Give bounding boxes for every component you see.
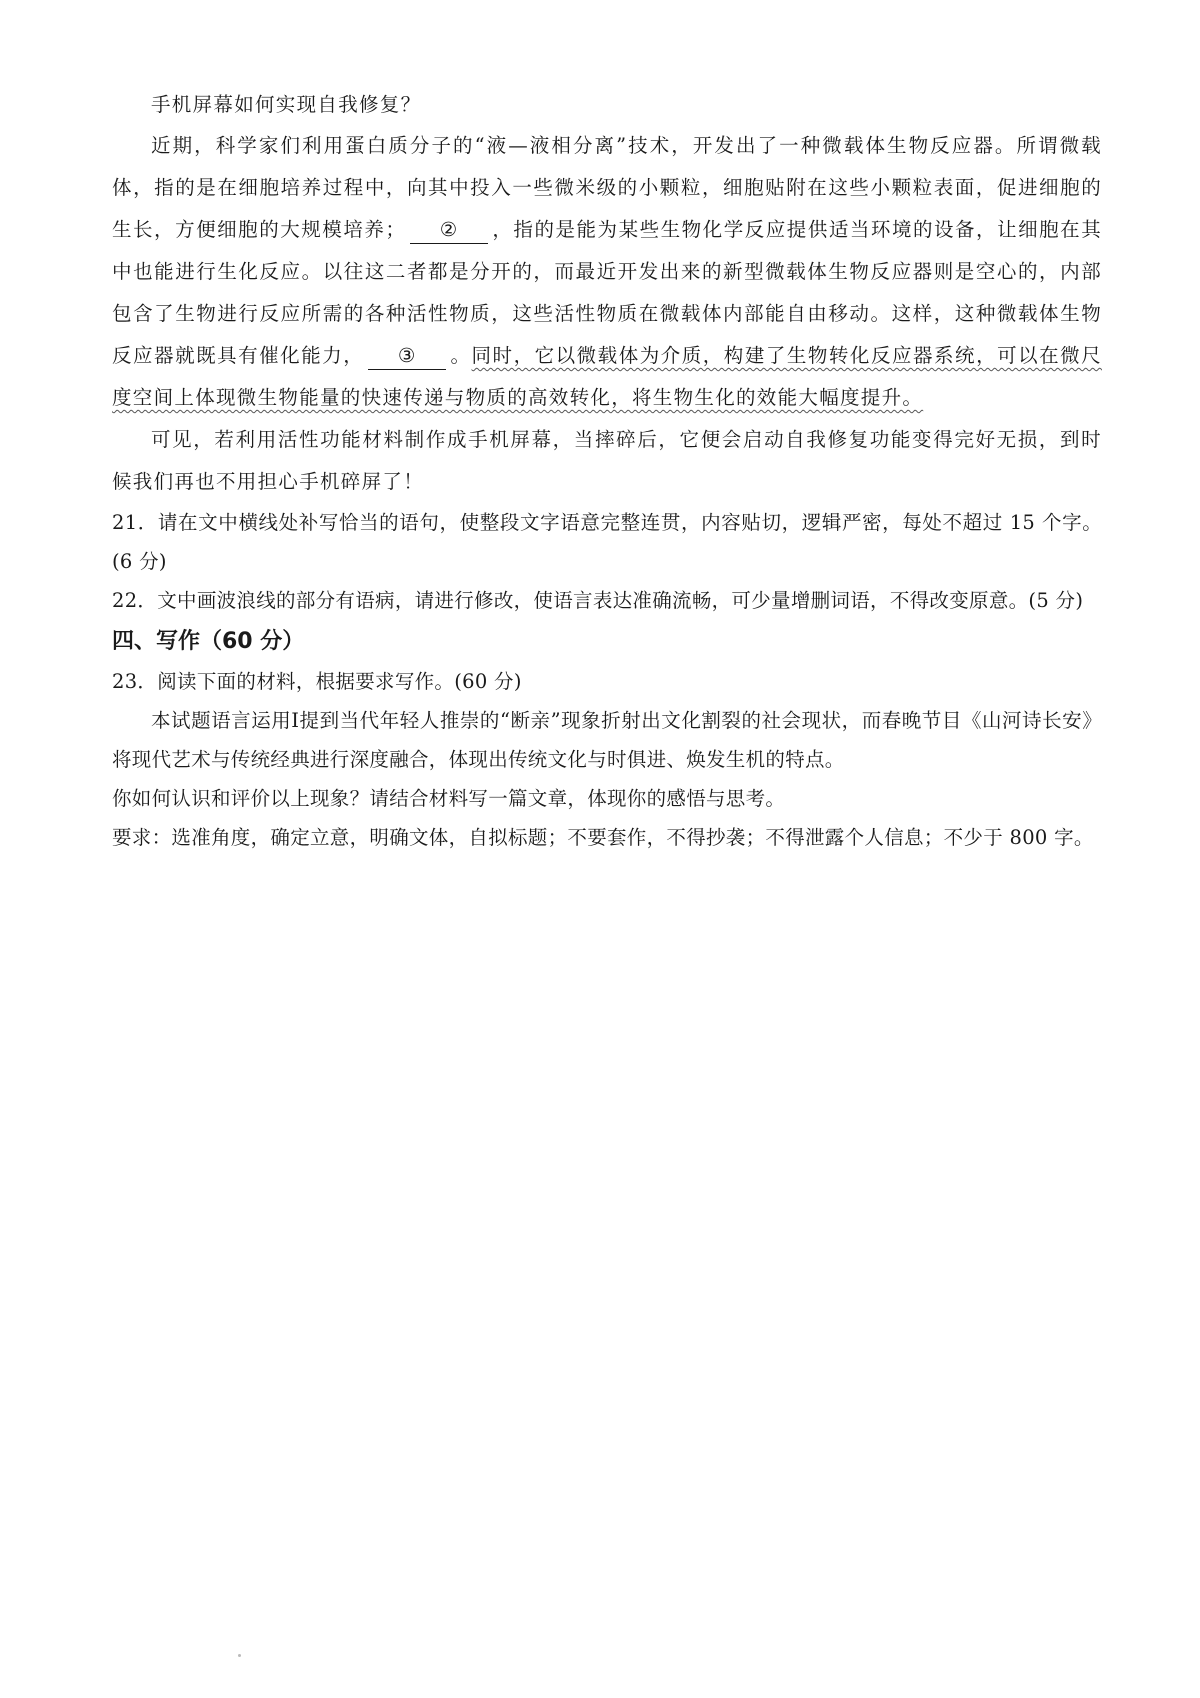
question-23: 23．阅读下面的材料，根据要求写作。(60 分) <box>112 670 522 693</box>
passage-text-b: ，指的是能为某些生物化学反应提供适当环境的设备，让细胞在其中也能进行生化反应。以往这二者都是分开的，而最近开发出来的新型微载体生物反应器则是空心的，内部包含了生物进行反应所需的各种活性物质，这些活性物质在微载体内部能自由移动。这样，这种微载体生物反应器就既具有催化能力， <box>112 218 1102 367</box>
writing-prompt: 你如何认识和评价以上现象？请结合材料写一篇文章，体现你的感悟与思考。 <box>112 787 786 810</box>
passage-text-a: 近期，科学家们利用蛋白质分子的“液—液相分离”技术，开发出了一种微载体生物反应器。所谓微载体，指的是在细胞培养过程中，向其中投入一些微米级的小颗粒，细胞贴附在这些小颗粒表面，促进细胞的生长，方便细胞的大规模培养； <box>112 134 1102 241</box>
blank-2: ② <box>410 217 488 244</box>
blank-3: ③ <box>368 343 446 370</box>
question-22: 22．文中画波浪线的部分有语病，请进行修改，使语言表达准确流畅，可少量增删词语，不得改变原意。(5 分) <box>112 589 1084 612</box>
passage-text-c: 。 <box>450 344 472 367</box>
footer-dot <box>238 1654 241 1657</box>
passage-title: 手机屏幕如何实现自我修复？ <box>151 93 422 116</box>
question-21: 21．请在文中横线处补写恰当的语句，使整段文字语意完整连贯，内容贴切，逻辑严密，每处不超过 15 个字。(6 分) <box>112 511 1102 573</box>
writing-requirements: 要求：选准角度，确定立意，明确文体，自拟标题；不要套作，不得抄袭；不得泄露个人信息；不少于 800 字。 <box>112 826 1094 849</box>
page-content <box>112 85 1102 857</box>
writing-material: 本试题语言运用Ⅰ提到当代年轻人推崇的“断亲”现象折射出文化割裂的社会现状，而春晚节目《山河诗长安》将现代艺术与传统经典进行深度融合，体现出传统文化与时俱进、焕发生机的特点。 <box>112 709 1102 771</box>
wavy-underlined-sentence: 同时，它以微载体为介质，构建了生物转化反应器系统，可以在微尺度空间上体现微生物能量的快速传递与物质的高效转化，将生物生化的效能大幅度提升。 <box>112 344 1102 409</box>
passage-paragraph-1 <box>112 125 1102 419</box>
section-title-writing: 四、写作（60 分） <box>112 629 305 654</box>
passage-paragraph-2: 可见，若利用活性功能材料制作成手机屏幕，当摔碎后，它便会启动自我修复功能变得完好无损，到时候我们再也不用担心手机碎屏了！ <box>112 428 1102 493</box>
